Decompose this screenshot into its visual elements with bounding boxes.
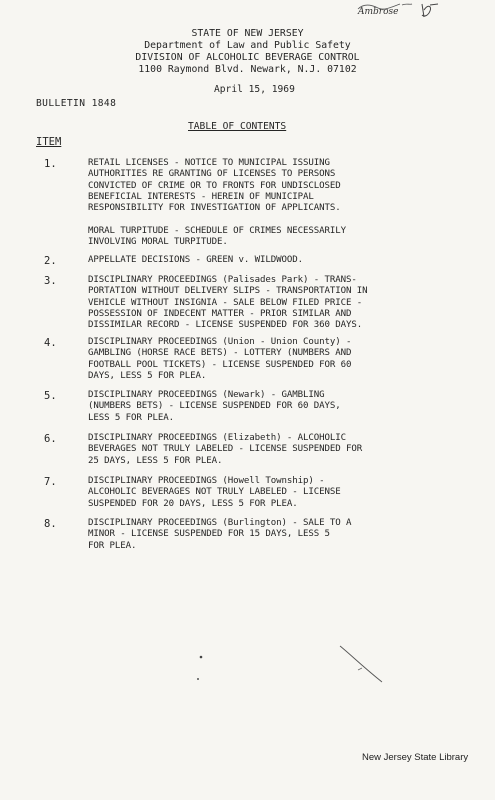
item-1-number: 1. <box>44 158 57 170</box>
item-2-number: 2. <box>44 255 57 267</box>
library-stamp: New Jersey State Library <box>362 752 469 763</box>
header-department: Department of Law and Public Safety <box>144 40 351 51</box>
bulletin-number: BULLETIN 1848 <box>36 98 117 109</box>
item-7-text: DISCIPLINARY PROCEEDINGS (Howell Township) - ALCOHOLIC BEVERAGES NOT TRULY LABELED - LICENSE SUSPENDED FOR 20 DAYS, LESS 5 FOR PLEA. <box>88 476 341 509</box>
header-division: DIVISION OF ALCOHOLIC BEVERAGE CONTROL <box>135 52 360 63</box>
document-date: April 15, 1969 <box>214 84 295 95</box>
item-8-number: 8. <box>44 518 57 530</box>
item-5-number: 5. <box>44 390 57 402</box>
item-2-text: APPELLATE DECISIONS - GREEN v. WILDWOOD. <box>88 255 303 265</box>
header-address: 1100 Raymond Blvd. Newark, N.J. 07102 <box>138 64 357 75</box>
item-6-number: 6. <box>44 433 57 445</box>
item-1-subtext: MORAL TURPITUDE - SCHEDULE OF CRIMES NECESSARILY INVOLVING MORAL TURPITUDE. <box>88 226 346 248</box>
item-heading: ITEM <box>36 136 62 148</box>
item-4-number: 4. <box>44 337 57 349</box>
annotation-name: Ambrose <box>358 7 399 17</box>
item-7-number: 7. <box>44 476 57 488</box>
toc-title: TABLE OF CONTENTS <box>188 121 287 132</box>
header-state: STATE OF NEW JERSEY <box>191 28 304 39</box>
item-6-text: DISCIPLINARY PROCEEDINGS (Elizabeth) - ALCOHOLIC BEVERAGES NOT TRULY LABELED - LICENSE SUSPENDED FOR 25 DAYS, LESS 5 FOR PLEA. <box>88 433 363 466</box>
item-1-text: RETAIL LICENSES - NOTICE TO MUNICIPAL ISSUING AUTHORITIES RE GRANTING OF LICENSES TO PERSONS CONVICTED OF CRIME OR TO FRONTS FOR UNDISCLOSED BENEFICIAL INTERESTS - HEREIN OF MUNICIPAL RESPONSIBILITY FOR INVESTIGATION OF APPLICANTS. <box>88 158 341 214</box>
item-3-number: 3. <box>44 275 57 287</box>
pen-mark-icon <box>190 640 410 700</box>
handwritten-annotation <box>352 1 440 21</box>
item-4-text: DISCIPLINARY PROCEEDINGS (Union - Union County) - GAMBLING (HORSE RACE BETS) - LOTTERY (NUMBERS AND FOOTBALL POOL TICKETS) - LICENSE SUSPENDED FOR 60 DAYS, LESS 5 FOR PLEA. <box>88 337 352 381</box>
item-3-text: DISCIPLINARY PROCEEDINGS (Palisades Park) - TRANS- PORTATION WITHOUT DELIVERY SLIPS - TRANSPORTATION IN VEHICLE WITHOUT INSIGNIA - SALE BELOW FILED PRICE - POSSESSION OF INDECENT MATTER - PRIOR SIMILAR AND DISSIMILAR RECORD - LICENSE SUSPENDED FOR 360 DAYS. <box>88 275 368 331</box>
item-8-text: DISCIPLINARY PROCEEDINGS (Burlington) - SALE TO A MINOR - LICENSE SUSPENDED FOR 15 DAYS, LESS 5 FOR PLEA. <box>88 518 352 551</box>
item-5-text: DISCIPLINARY PROCEEDINGS (Newark) - GAMBLING (NUMBERS BETS) - LICENSE SUSPENDED FOR 60 DAYS, LESS 5 FOR PLEA. <box>88 390 341 423</box>
